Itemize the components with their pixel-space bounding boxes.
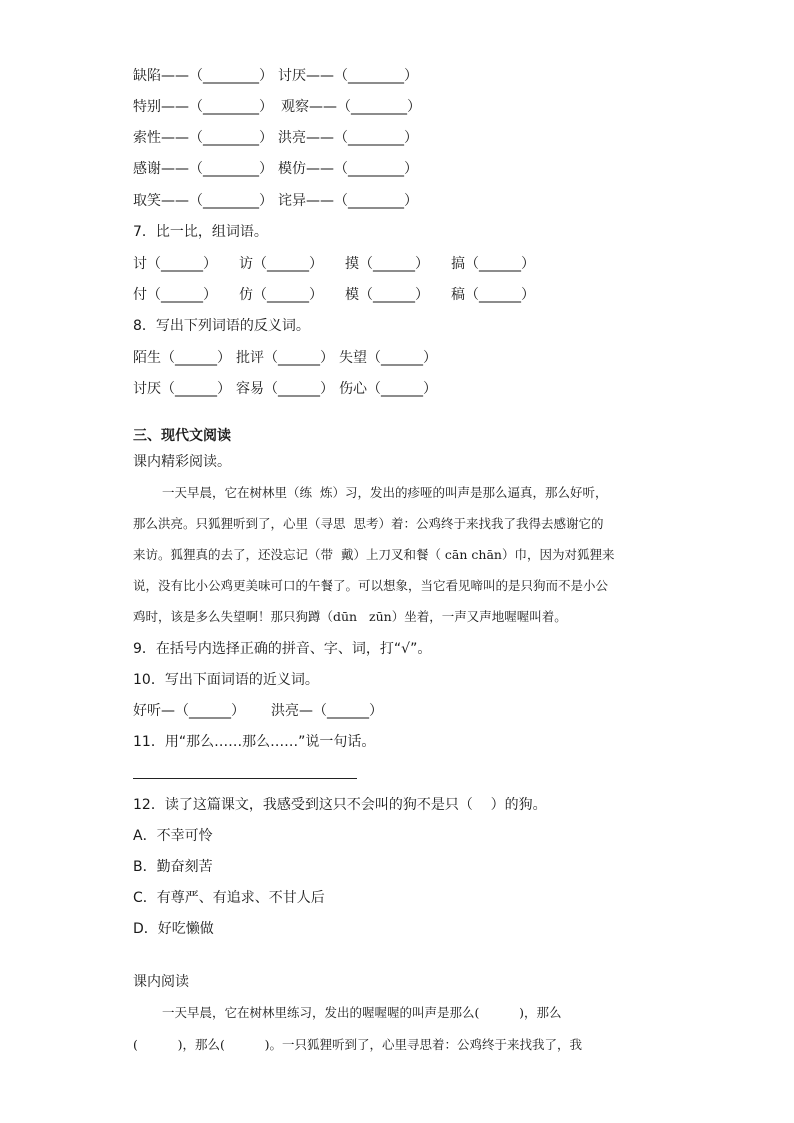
passage-line: 来访。狐狸真的去了，还没忘记（带 戴）上刀叉和餐（ cān chān）巾，因为对狐狸来 <box>133 547 615 562</box>
word-blank-item: 诧异——（________） <box>278 193 418 209</box>
reading-subtitle: 课内精彩阅读。 <box>133 454 231 470</box>
passage-line: 说，没有比小公鸡更美味可口的午餐了。可以想象，当它看见啼叫的是只狗而不是小公 <box>133 578 609 593</box>
question-8-title: 8．写出下列词语的反义词。 <box>133 318 310 334</box>
antonym-blank-item: 容易（______） <box>236 381 334 397</box>
char-blank-item: 仿（______） <box>239 287 323 303</box>
word-blank-item: 洪亮——（________） <box>278 130 418 146</box>
synonym-blank-item: 好听—（______） <box>133 703 245 719</box>
word-blank-item: 特别——（________） <box>133 99 273 115</box>
char-blank-item: 摸（______） <box>345 256 429 272</box>
synonym-blank-item: 洪亮—（______） <box>271 703 383 719</box>
q8-row <box>133 380 437 398</box>
q6-row <box>133 129 418 147</box>
reading-subtitle: 课内阅读 <box>133 974 189 990</box>
word-blank-item: 感谢——（________） <box>133 161 273 177</box>
antonym-blank-item: 批评（______） <box>236 350 334 366</box>
word-blank-item: 取笑——（________） <box>133 193 273 209</box>
option-d[interactable]: D．好吃懒做 <box>133 921 214 937</box>
q10-row <box>133 702 383 720</box>
question-9: 9．在括号内选择正确的拼音、字、词，打“√”。 <box>133 641 432 657</box>
char-blank-item: 讨（______） <box>133 256 217 272</box>
word-blank-item: 缺陷——（________） <box>133 68 273 84</box>
word-blank-item: 讨厌——（________） <box>278 68 418 84</box>
char-blank-item: 访（______） <box>239 256 323 272</box>
passage-line: ( )，那么( )。一只狐狸听到了，心里寻思着：公鸡终于来找我了，我 <box>133 1037 582 1052</box>
passage-line: 那么洪亮。只狐狸听到了，心里（寻思 思考）着：公鸡终于来找我了我得去感谢它的 <box>133 516 604 531</box>
char-blank-item: 付（______） <box>133 287 217 303</box>
option-a[interactable]: A．不幸可怜 <box>133 828 213 844</box>
q6-row <box>133 98 421 116</box>
q7-row <box>133 255 535 273</box>
section-3-heading: 三、现代文阅读 <box>133 428 231 444</box>
question-11: 11．用“那么……那么……”说一句话。 <box>133 734 376 750</box>
passage-line: 鸡时，该是多么失望啊！那只狗蹲（dūn zūn）坐着，一声又声地喔喔叫着。 <box>133 609 567 624</box>
char-blank-item: 搞（______） <box>451 256 535 272</box>
antonym-blank-item: 伤心（______） <box>339 381 437 397</box>
passage-line: 一天早晨，它在树林里练习，发出的喔喔喔的叫声是那么( )，那么 <box>162 1005 562 1020</box>
word-blank-item: 观察——（________） <box>281 99 421 115</box>
q6-row <box>133 67 418 85</box>
q7-row <box>133 286 535 304</box>
answer-line[interactable] <box>133 778 357 779</box>
word-blank-item: 模仿——（________） <box>278 161 418 177</box>
antonym-blank-item: 陌生（______） <box>133 350 231 366</box>
passage-line: 一天早晨，它在树林里（练 炼）习，发出的疹哑的叫声是那么逼真，那么好听， <box>162 485 608 500</box>
option-c[interactable]: C．有尊严、有追求、不甘人后 <box>133 890 325 906</box>
q6-row <box>133 160 418 178</box>
question-12: 12．读了这篇课文，我感受到这只不会叫的狗不是只（ ）的狗。 <box>133 797 547 813</box>
antonym-blank-item: 讨厌（______） <box>133 381 231 397</box>
char-blank-item: 稿（______） <box>451 287 535 303</box>
question-10: 10．写出下面词语的近义词。 <box>133 672 319 688</box>
char-blank-item: 模（______） <box>345 287 429 303</box>
q8-row <box>133 349 437 367</box>
antonym-blank-item: 失望（______） <box>339 350 437 366</box>
word-blank-item: 索性——（________） <box>133 130 273 146</box>
q6-row <box>133 192 418 210</box>
question-7-title: 7．比一比，组词语。 <box>133 224 268 240</box>
option-b[interactable]: B．勤奋刻苦 <box>133 859 213 875</box>
